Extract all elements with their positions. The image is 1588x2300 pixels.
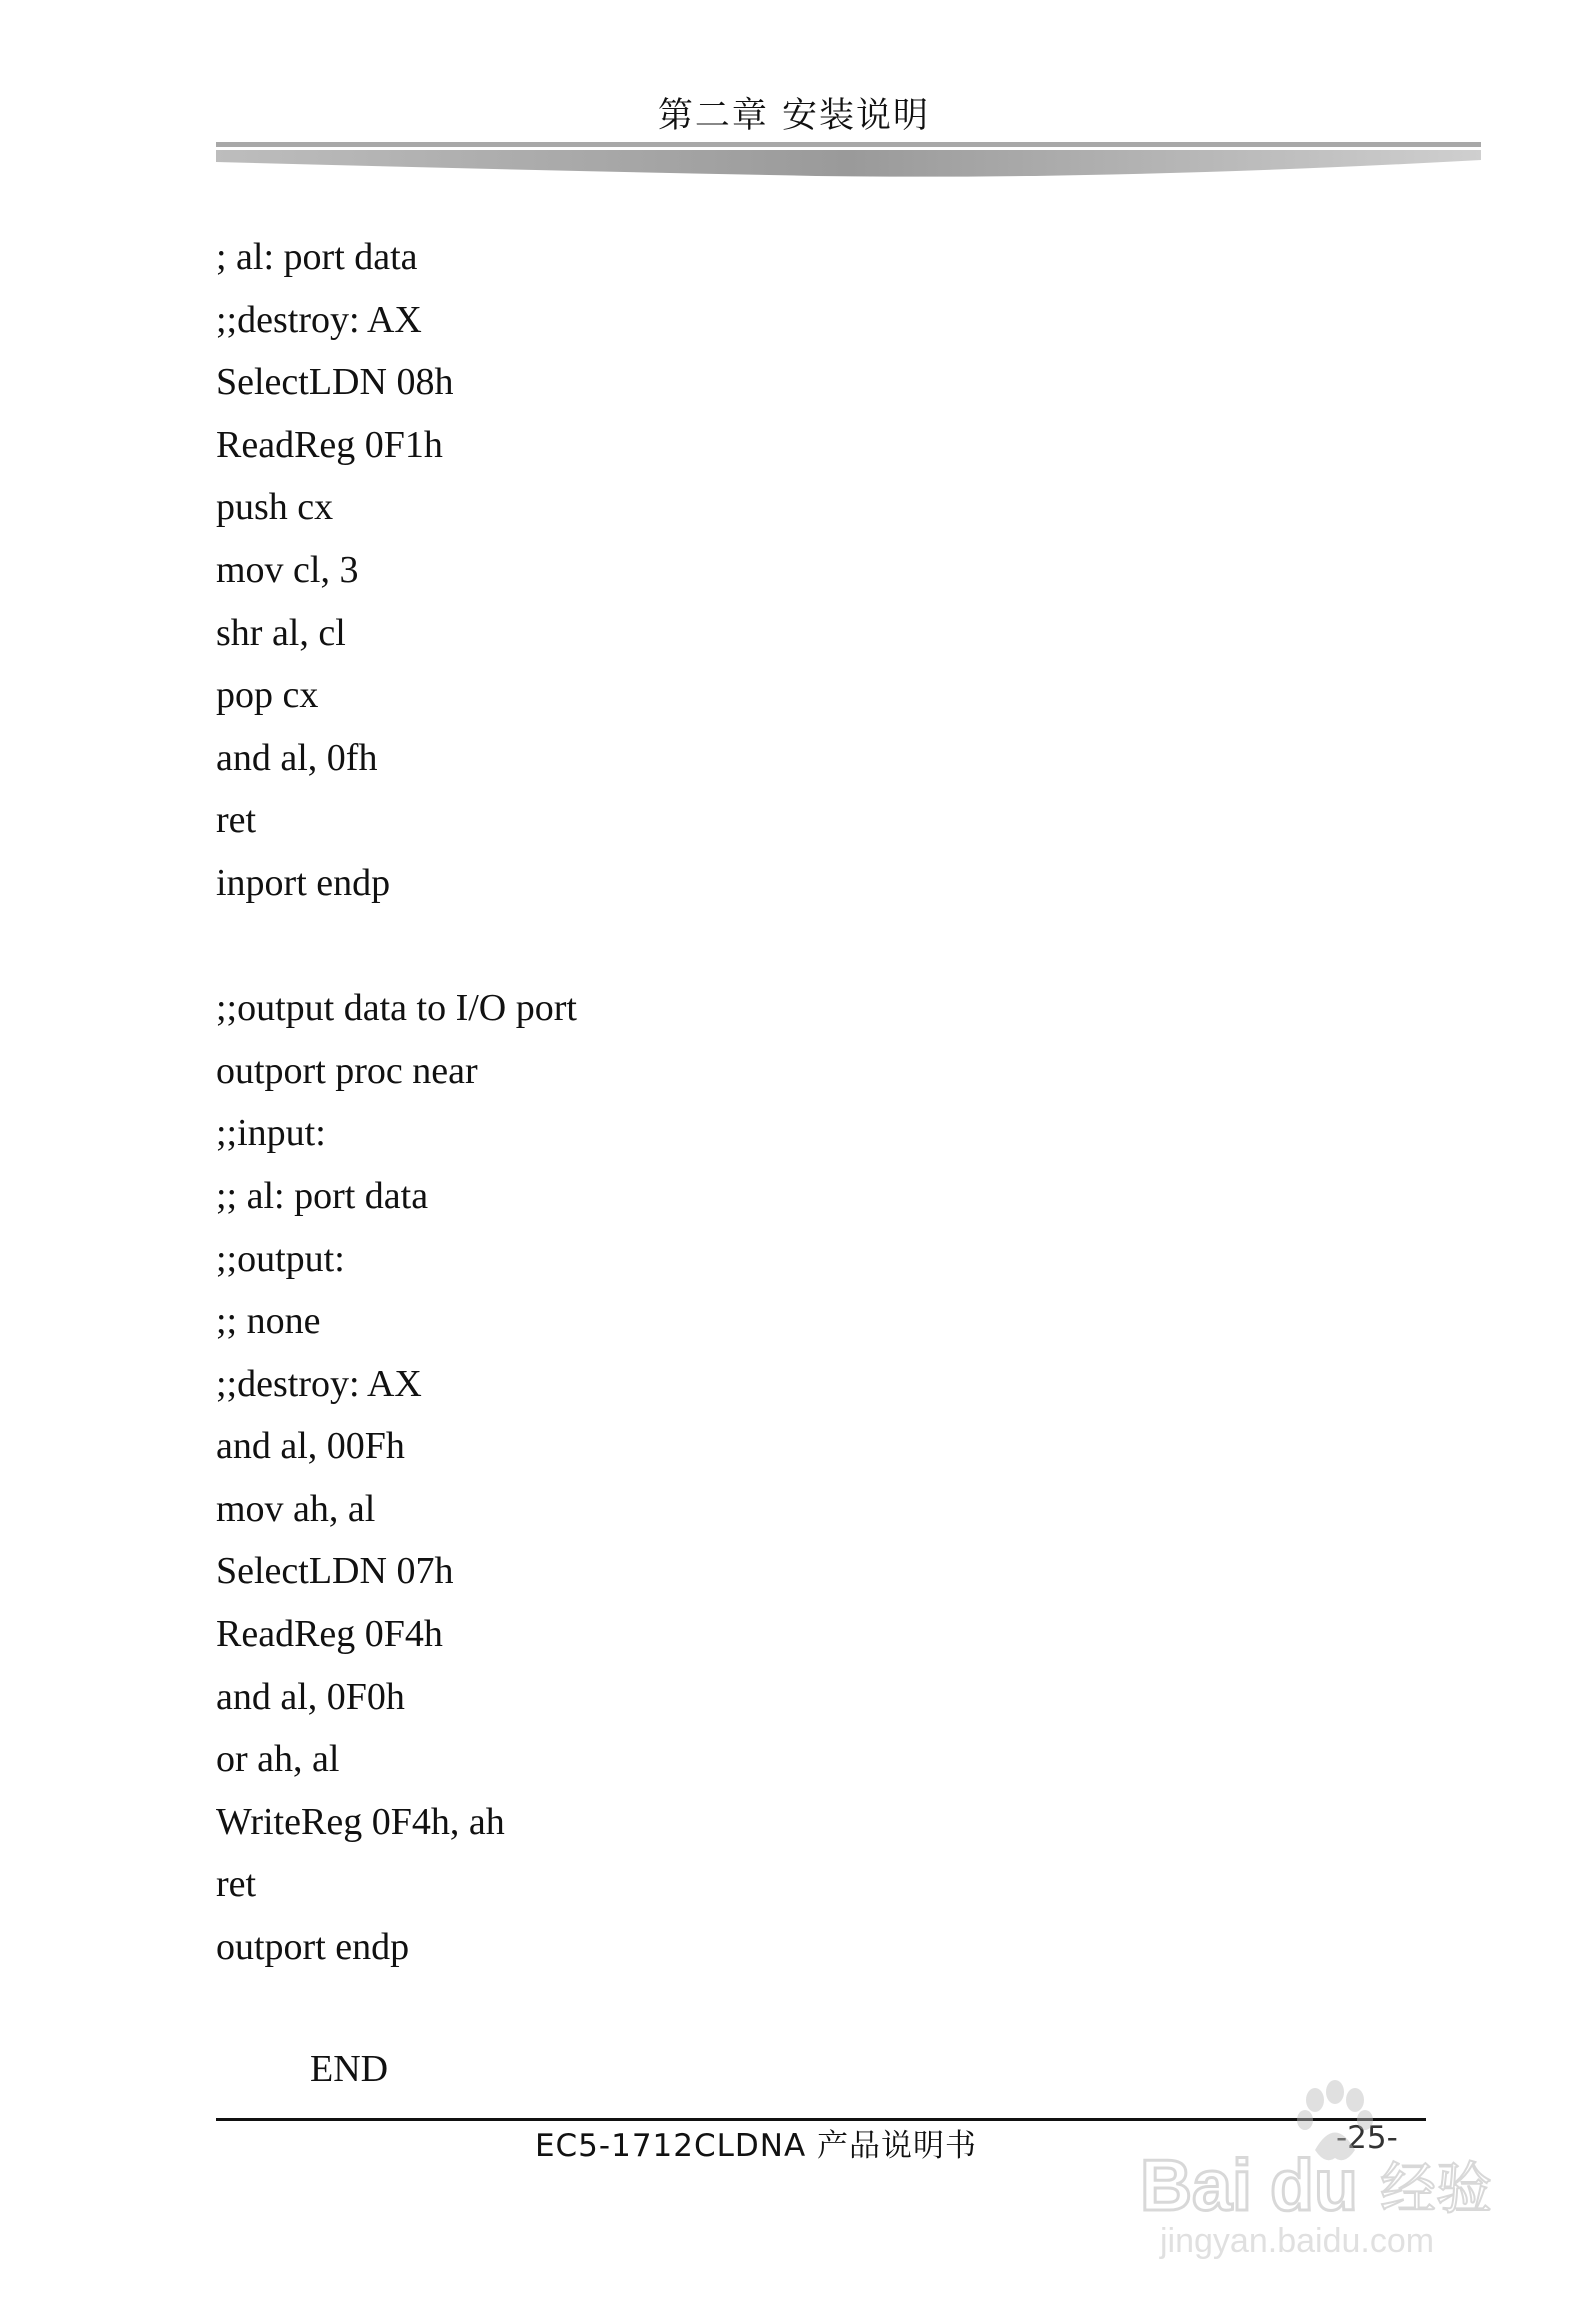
svg-text:du: du: [1270, 2146, 1358, 2226]
code-line: shr al, cl: [216, 611, 346, 654]
code-line: ReadReg 0F1h: [216, 423, 443, 466]
code-line: and al, 00Fh: [216, 1425, 405, 1468]
code-listing: [216, 226, 1316, 1979]
code-line: mov ah, al: [216, 1487, 376, 1530]
code-line: inport endp: [216, 861, 391, 904]
code-line: outport endp: [216, 1926, 410, 1969]
code-line: outport proc near: [216, 1049, 478, 1092]
svg-text:经验: 经验: [1380, 2157, 1492, 2222]
code-line: ;;output:: [216, 1237, 345, 1280]
code-line: push cx: [216, 486, 334, 529]
code-line: ;; none: [216, 1300, 321, 1343]
svg-text:Bai: Bai: [1140, 2146, 1253, 2226]
code-line: SelectLDN 07h: [216, 1550, 454, 1593]
baidu-watermark-logo: [1120, 2060, 1500, 2260]
code-line: ;;destroy: AX: [216, 1362, 422, 1405]
code-line: and al, 0fh: [216, 736, 378, 779]
chapter-title: 第二章 安装说明: [657, 96, 931, 136]
footer-title: EC5-1712CLDNA 产品说明书: [534, 2128, 978, 2164]
code-line: SelectLDN 08h: [216, 361, 454, 404]
code-line: pop cx: [216, 674, 319, 717]
end-statement: END: [310, 2048, 389, 2090]
code-line: mov cl, 3: [216, 548, 359, 591]
header-divider: [216, 140, 1481, 180]
code-line: ;;output data to I/O port: [216, 987, 577, 1030]
code-line: ;; al: port data: [216, 1174, 429, 1217]
code-line: ReadReg 0F4h: [216, 1613, 443, 1656]
code-line: WriteReg 0F4h, ah: [216, 1800, 505, 1843]
code-line: ret: [216, 1863, 257, 1906]
code-line: ;;input:: [216, 1112, 326, 1155]
code-line: and al, 0F0h: [216, 1675, 405, 1718]
page-number: -25-: [1336, 2120, 1398, 2156]
code-line: ; al: port data: [216, 236, 418, 278]
code-line: ret: [216, 799, 257, 842]
code-line: [216, 915, 1316, 978]
code-line: ;;destroy: AX: [216, 298, 422, 341]
svg-text:jingyan.baidu.com: jingyan.baidu.com: [1160, 2222, 1435, 2260]
code-line: or ah, al: [216, 1738, 340, 1781]
